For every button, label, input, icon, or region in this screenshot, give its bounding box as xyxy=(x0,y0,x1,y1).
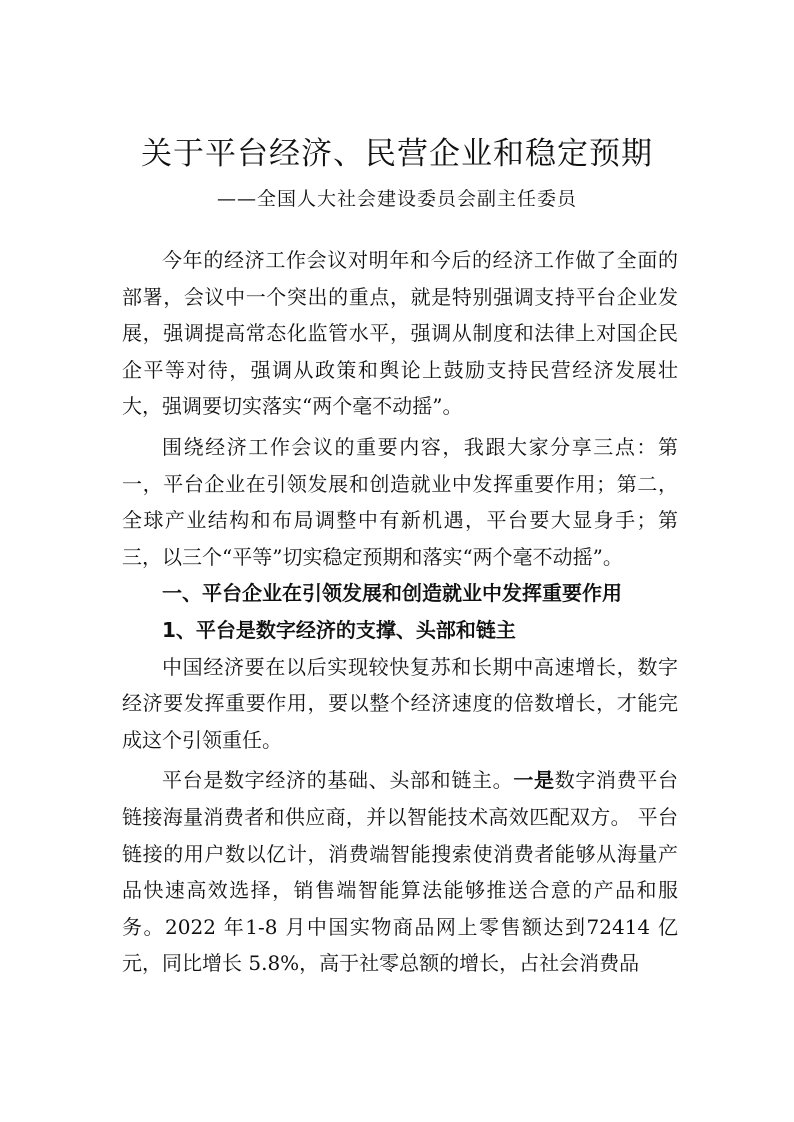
paragraph-platform xyxy=(122,762,678,982)
document-subtitle: ——全国人大社会建设委员会副主任委员 xyxy=(216,188,577,210)
paragraph-growth: 中国经济要在以后实现较快复苏和长期中高速增长，数字经济要发挥重要作用，要以整个经济速度的倍数增长，才能完成这个引领重任。 xyxy=(122,654,678,752)
subsection-heading-1: 1、平台是数字经济的支撑、头部和链主 xyxy=(162,617,516,642)
paragraph-platform-rest: 数字消费平台链接海量消费者和供应商，并以智能技术高效匹配双方。 平台链接的用户数以亿计，消费端智能搜索使消费者能够从海量产品快速高效选择，销售端智能算法能够推送合意的产品和服务。2022 年1-8 月中国实物商品网上零售额达到72414 亿元，同比增长 5.8%，高于社零总额的增长，占社会消费品 xyxy=(122,768,679,976)
paragraph-outline: 围绕经济工作会议的重要内容，我跟大家分享三点：第一，平台企业在引领发展和创造就业中发挥重要作用；第二，全球产业结构和布局调整中有新机遇，平台要大显身手；第三，以三个“平等”切实稳定预期和落实“两个毫不动摇”。 xyxy=(122,434,678,569)
section-heading-1: 一、平台企业在引领发展和创造就业中发挥重要作用 xyxy=(162,581,622,606)
document-title: 关于平台经济、民营企业和稳定预期 xyxy=(141,136,653,172)
paragraph-platform-lead: 平台是数字经济的基础、头部和链主。 xyxy=(162,768,514,793)
paragraph-intro: 今年的经济工作会议对明年和今后的经济工作做了全面的部署，会议中一个突出的重点，就是特别强调支持平台企业发展，强调提高常态化监管水平，强调从制度和法律上对国企民企平等对待，强调从政策和舆论上鼓励支持民营经济发展壮大，强调要切实落实“两个毫不动摇”。 xyxy=(122,248,678,419)
document-body xyxy=(122,242,678,982)
paragraph-platform-marker: 一是 xyxy=(513,768,555,793)
